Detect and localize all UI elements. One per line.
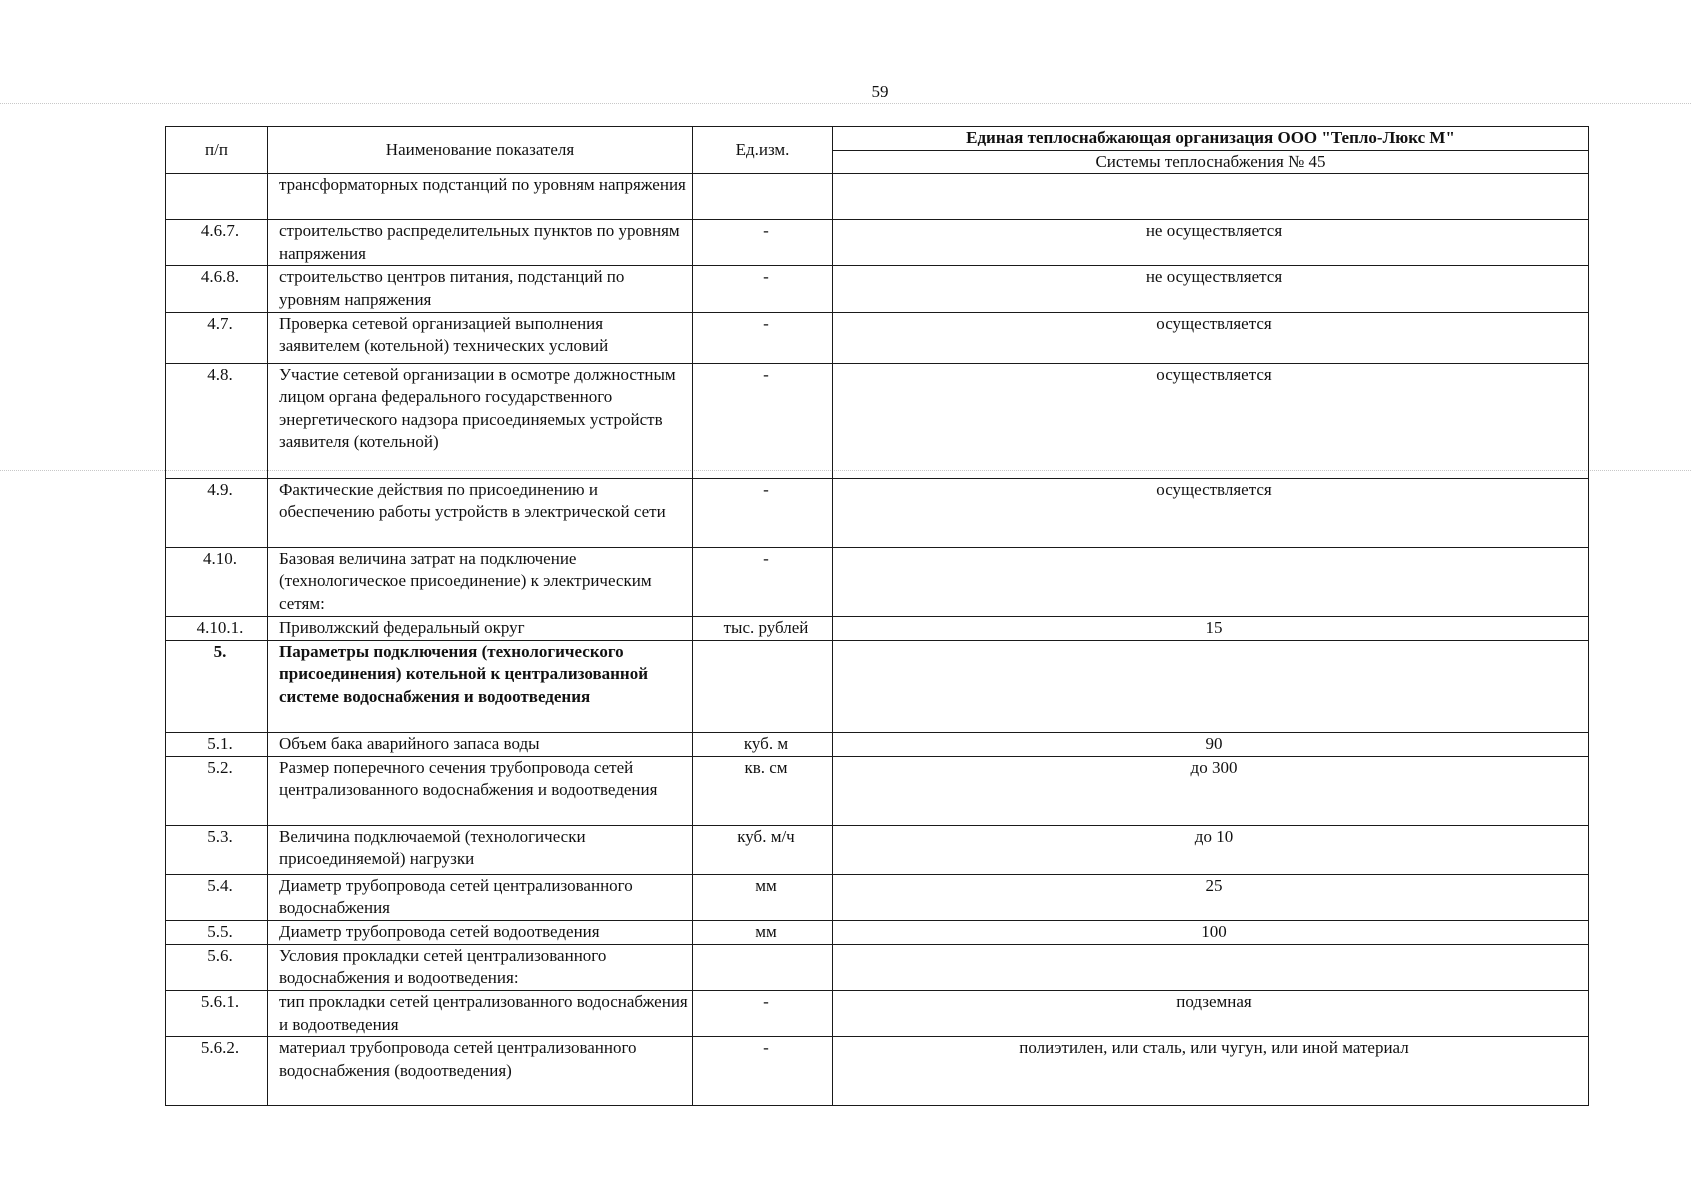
row-value: подземная bbox=[833, 990, 1589, 1036]
table-row bbox=[166, 220, 1589, 266]
row-number: 4.6.8. bbox=[166, 266, 268, 312]
row-number bbox=[166, 174, 268, 220]
row-number: 4.6.7. bbox=[166, 220, 268, 266]
row-number: 5.1. bbox=[166, 732, 268, 756]
row-value: полиэтилен, или сталь, или чугун, или иной материал bbox=[833, 1037, 1589, 1106]
row-value: 100 bbox=[833, 920, 1589, 944]
table-row bbox=[166, 1037, 1589, 1106]
row-unit: куб. м bbox=[693, 732, 833, 756]
row-value: до 10 bbox=[833, 825, 1589, 874]
row-number: 5.5. bbox=[166, 920, 268, 944]
table-row bbox=[166, 756, 1589, 825]
header-organization: Единая теплоснабжающая организация ООО "Тепло-Люкс М" bbox=[833, 127, 1589, 151]
row-value: осуществляется bbox=[833, 363, 1589, 478]
row-unit: - bbox=[693, 266, 833, 312]
row-indicator: Приволжский федеральный округ bbox=[268, 616, 693, 640]
row-value bbox=[833, 174, 1589, 220]
row-number: 5.6.1. bbox=[166, 990, 268, 1036]
row-unit: - bbox=[693, 1037, 833, 1106]
row-unit bbox=[693, 944, 833, 990]
table-row bbox=[166, 874, 1589, 920]
table-row bbox=[166, 944, 1589, 990]
row-value: до 300 bbox=[833, 756, 1589, 825]
table-row bbox=[166, 616, 1589, 640]
row-value: не осуществляется bbox=[833, 266, 1589, 312]
table-row bbox=[166, 547, 1589, 616]
row-indicator: Диаметр трубопровода сетей водоотведения bbox=[268, 920, 693, 944]
row-number: 5.6.2. bbox=[166, 1037, 268, 1106]
table-row bbox=[166, 920, 1589, 944]
row-number: 5.4. bbox=[166, 874, 268, 920]
row-number: 4.10.1. bbox=[166, 616, 268, 640]
row-unit bbox=[693, 174, 833, 220]
header-heating-system: Системы теплоснабжения № 45 bbox=[833, 150, 1589, 174]
row-value bbox=[833, 944, 1589, 990]
row-number: 4.10. bbox=[166, 547, 268, 616]
row-number: 4.8. bbox=[166, 363, 268, 478]
row-number: 5.2. bbox=[166, 756, 268, 825]
row-indicator: тип прокладки сетей централизованного водоснабжения и водоотведения bbox=[268, 990, 693, 1036]
table-row bbox=[166, 640, 1589, 732]
header-number: п/п bbox=[166, 127, 268, 174]
table-row bbox=[166, 312, 1589, 363]
row-value: осуществляется bbox=[833, 478, 1589, 547]
header-unit: Ед.изм. bbox=[693, 127, 833, 174]
row-indicator: Диаметр трубопровода сетей централизованного водоснабжения bbox=[268, 874, 693, 920]
table-row bbox=[166, 174, 1589, 220]
row-value bbox=[833, 547, 1589, 616]
row-value bbox=[833, 640, 1589, 732]
row-indicator: Условия прокладки сетей централизованного водоснабжения и водоотведения: bbox=[268, 944, 693, 990]
row-unit: - bbox=[693, 312, 833, 363]
row-unit: кв. см bbox=[693, 756, 833, 825]
row-indicator: строительство распределительных пунктов по уровням напряжения bbox=[268, 220, 693, 266]
row-indicator: Величина подключаемой (технологически присоединяемой) нагрузки bbox=[268, 825, 693, 874]
row-indicator: Параметры подключения (технологического присоединения) котельной к централизованной системе водоснабжения и водоотведения bbox=[268, 640, 693, 732]
row-unit: - bbox=[693, 547, 833, 616]
row-unit: куб. м/ч bbox=[693, 825, 833, 874]
row-value: осуществляется bbox=[833, 312, 1589, 363]
row-unit: - bbox=[693, 990, 833, 1036]
row-indicator: Размер поперечного сечения трубопровода сетей централизованного водоснабжения и водоотведения bbox=[268, 756, 693, 825]
row-number: 4.7. bbox=[166, 312, 268, 363]
row-unit: - bbox=[693, 363, 833, 478]
scan-artifact-line bbox=[0, 103, 1691, 104]
row-indicator: материал трубопровода сетей централизованного водоснабжения (водоотведения) bbox=[268, 1037, 693, 1106]
row-value: 25 bbox=[833, 874, 1589, 920]
row-indicator: строительство центров питания, подстанций по уровням напряжения bbox=[268, 266, 693, 312]
row-number: 5. bbox=[166, 640, 268, 732]
page-number: 59 bbox=[871, 82, 889, 101]
row-indicator: Базовая величина затрат на подключение (технологическое присоединение) к электрическим сетям: bbox=[268, 547, 693, 616]
table-row bbox=[166, 825, 1589, 874]
parameters-table bbox=[165, 126, 1589, 1106]
table-row bbox=[166, 478, 1589, 547]
row-unit bbox=[693, 640, 833, 732]
row-unit: - bbox=[693, 478, 833, 547]
row-indicator: Проверка сетевой организацией выполнения заявителем (котельной) технических условий bbox=[268, 312, 693, 363]
row-value: 90 bbox=[833, 732, 1589, 756]
row-indicator: трансформаторных подстанций по уровням напряжения bbox=[268, 174, 693, 220]
row-indicator: Объем бака аварийного запаса воды bbox=[268, 732, 693, 756]
table-row bbox=[166, 266, 1589, 312]
table-row bbox=[166, 990, 1589, 1036]
row-value: 15 bbox=[833, 616, 1589, 640]
row-unit: мм bbox=[693, 874, 833, 920]
row-number: 5.6. bbox=[166, 944, 268, 990]
row-number: 4.9. bbox=[166, 478, 268, 547]
row-unit: тыс. рублей bbox=[693, 616, 833, 640]
header-indicator-name: Наименование показателя bbox=[268, 127, 693, 174]
row-number: 5.3. bbox=[166, 825, 268, 874]
table-row bbox=[166, 732, 1589, 756]
row-value: не осуществляется bbox=[833, 220, 1589, 266]
row-indicator: Фактические действия по присоединению и обеспечению работы устройств в электрической сети bbox=[268, 478, 693, 547]
row-unit: мм bbox=[693, 920, 833, 944]
row-indicator: Участие сетевой организации в осмотре должностным лицом органа федерального государственного энергетического надзора присоединяемых устройств заявителя (котельной) bbox=[268, 363, 693, 478]
row-unit: - bbox=[693, 220, 833, 266]
table-row bbox=[166, 363, 1589, 478]
